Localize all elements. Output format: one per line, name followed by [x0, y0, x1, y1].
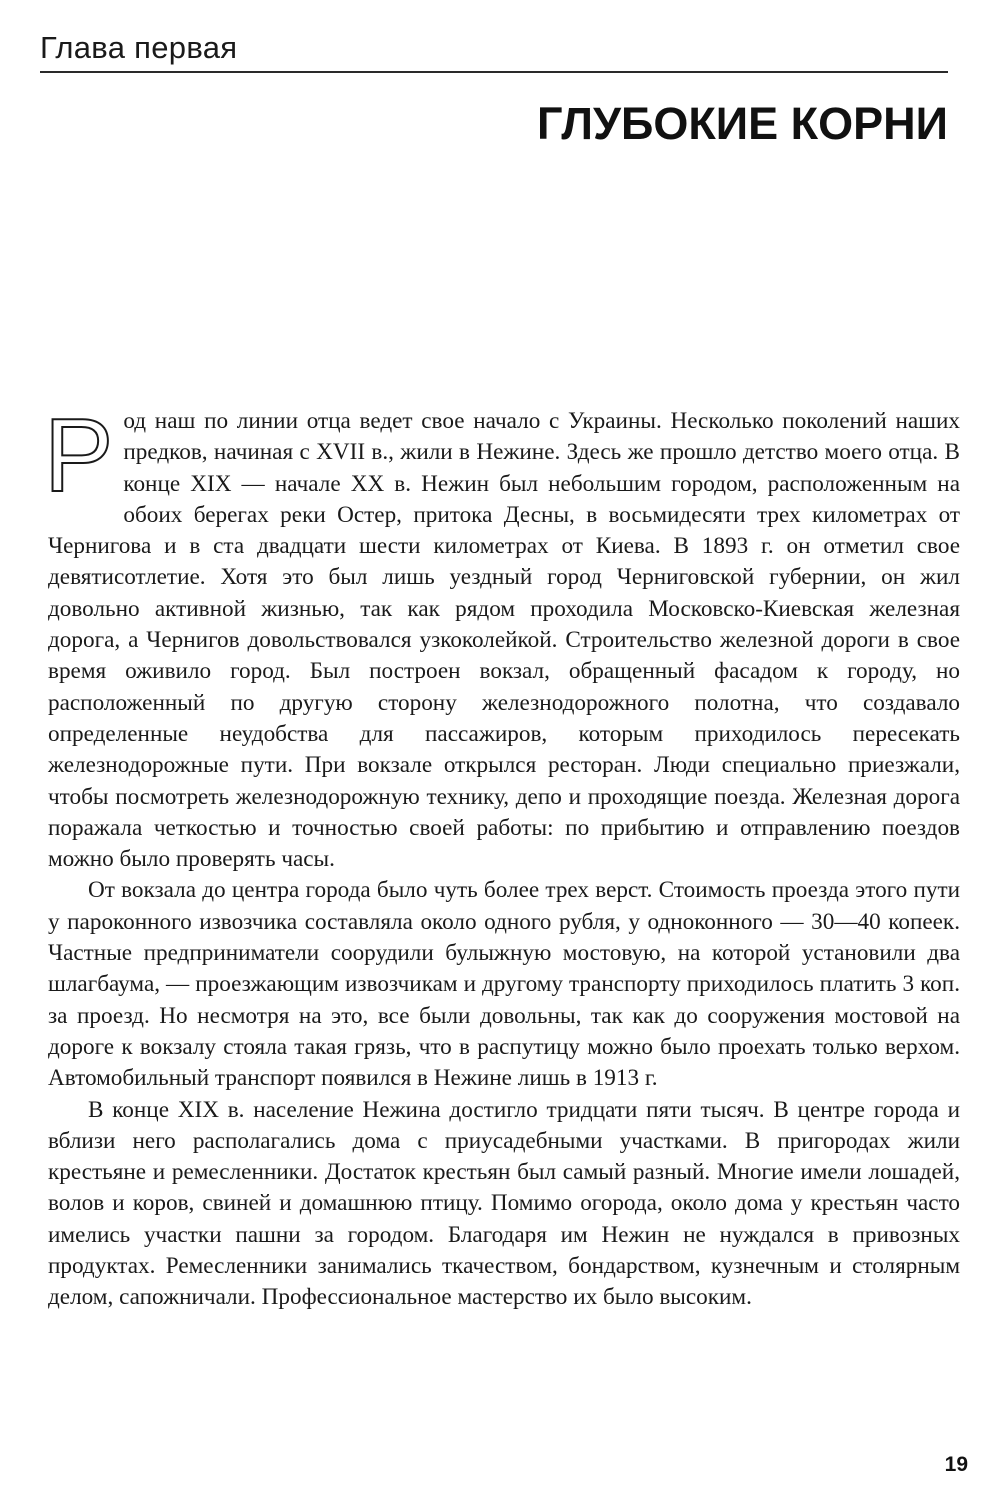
header-rule: [40, 71, 948, 73]
paragraph-1-text: од наш по линии отца ведет свое начало с Украины. Несколько поколений наших предков, начиная с XVII в., жили в Нежине. Здесь же прошло детство моего отца. В конце XIX — начале XX в. Нежин был небольшим городом, расположенным на обоих берегах реки Остер, притока Десны, в восьмидесяти трех километрах от Чернигова и в ста двадцати шести километрах от Киева. В 1893 г. он отметил свое девятисотлетие. Хотя это был лишь уездный город Черниговской губернии, он жил довольно активной жизнью, так как рядом проходила Московско-Киевская железная дорога, а Чернигов довольствовался узкоколейкой. Строительство железной дороги в свое время оживило город. Был построен вокзал, обращенный фасадом к городу, но расположенный по другую сторону железнодорожного полотна, что создавало определенные неудобства для пассажиров, которым приходилось пересекать железнодорожные пути. При вокзале открылся ресторан. Люди специально приезжали, чтобы посмотреть железнодорожную технику, депо и проходящие поезда. Железная дорога поражала четкостью и точностью своей работы: по прибытию и отправлению поездов можно было проверять часы.: [48, 408, 960, 873]
paragraph-3: В конце XIX в. население Нежина достигло тридцати пяти тысяч. В центре города и вблизи него располагались дома с приусадебными участками. В пригородах жили крестьяне и ремесленники. Достаток крестьян был самый разный. Многие имели лошадей, волов и коров, свиней и домашнюю птицу. Помимо огорода, около дома у крестьян часто имелись участки пашни за городом. Благодаря им Нежин не нуждался в привозных продуктах. Ремесленники занимались ткачеством, бондарством, кузнечным и столярным делом, сапожничали. Профессиональное мастерство их было высоким.: [48, 1096, 960, 1311]
chapter-title: ГЛУБОКИЕ КОРНИ: [537, 98, 948, 149]
paragraph-2: От вокзала до центра города было чуть более трех верст. Стоимость проезда этого пути у пароконного извозчика составляла около одного рубля, у одноконного — 30—40 копеек. Частные предприниматели соорудили булыжную мостовую, на которой установили два шлагбаума, — проезжающим извозчикам и другому транспорту приходилось платить 3 коп. за проезд. Но несмотря на это, все были довольны, так как до сооружения мостовой на дороге к вокзалу стояла такая грязь, что в распутицу можно было проехать только верхом. Автомобильный транспорт появился в Нежине лишь в 1913 г.: [48, 877, 960, 1092]
chapter-label: Глава первая: [40, 30, 238, 65]
body-text: [44, 398, 960, 1314]
page-number: 19: [944, 1453, 968, 1476]
paragraph-1: [44, 398, 960, 875]
drop-cap: Р: [44, 398, 114, 514]
